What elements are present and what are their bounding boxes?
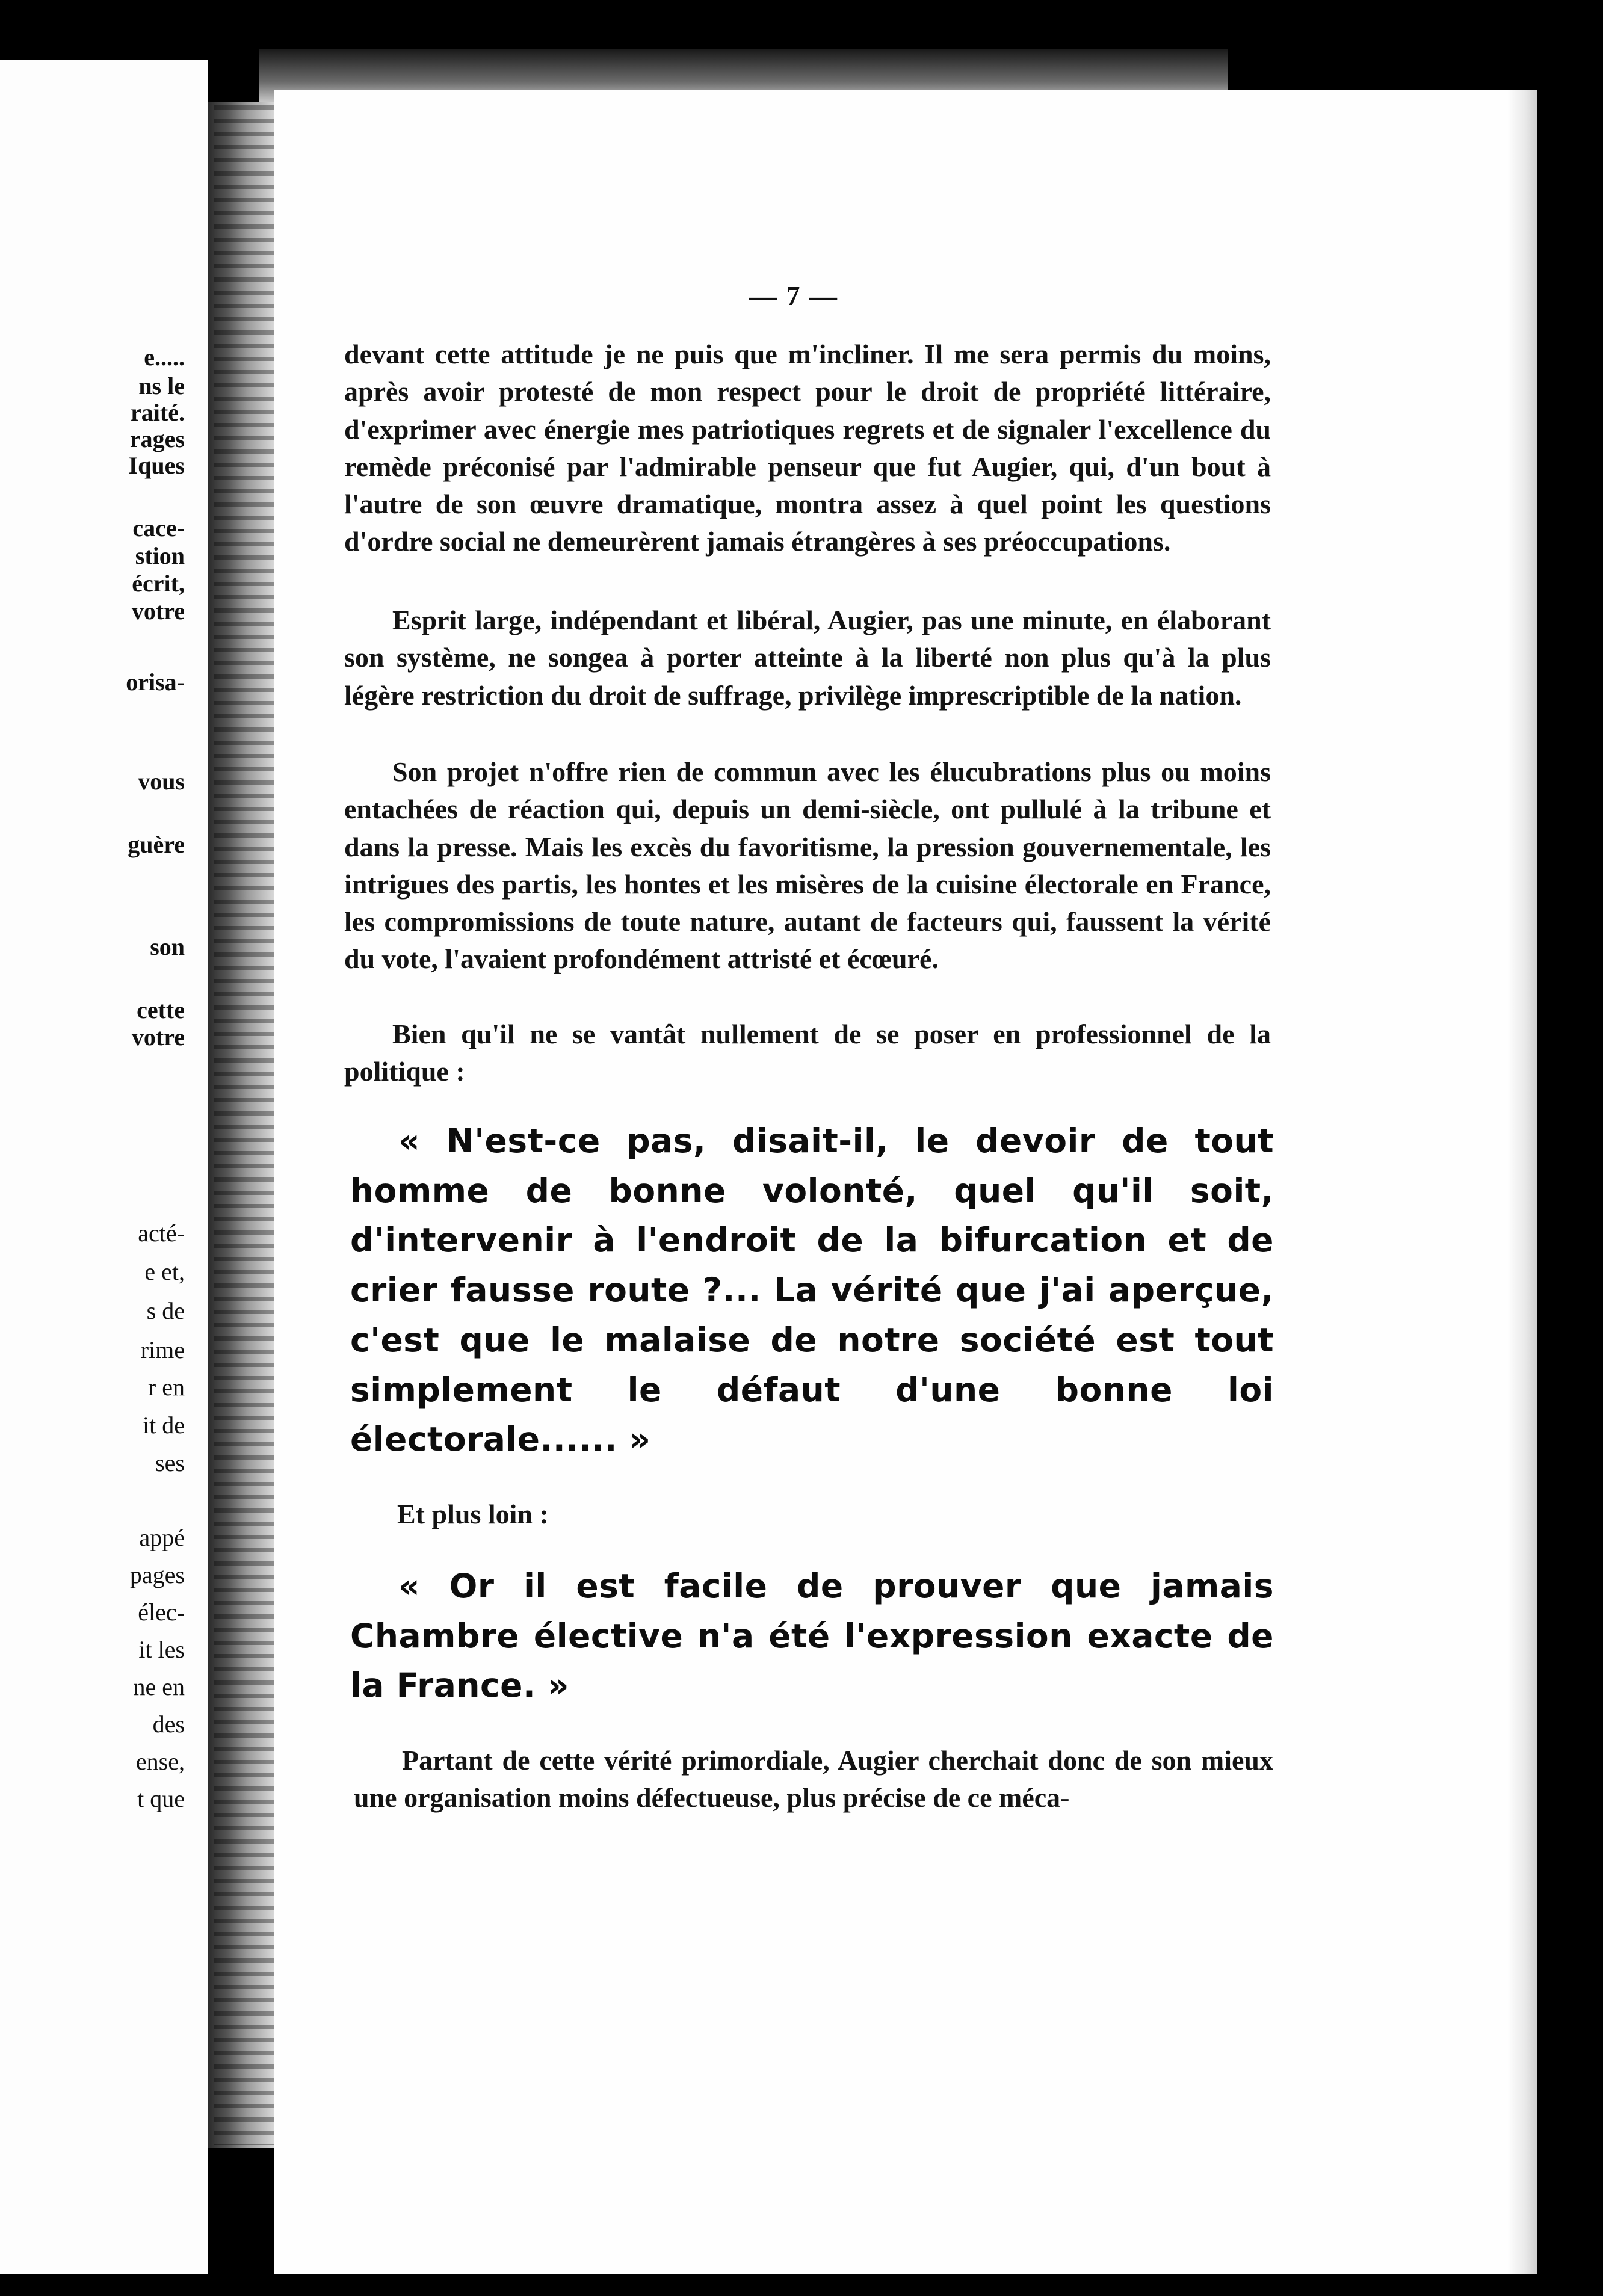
left-text-fragment: écrit, bbox=[132, 570, 185, 597]
left-text-fragment: votre bbox=[131, 597, 185, 625]
page-edge-shadow bbox=[1507, 90, 1537, 2274]
paragraph-4: Bien qu'il ne se vantât nullement de se poser en professionnel de la politique : bbox=[344, 1019, 1271, 1087]
left-text-fragment: e et, bbox=[144, 1258, 185, 1285]
paragraph-final: Partant de cette vérité primordiale, Augier cherchait donc de son mieux une organisation moins défectueuse, plus précise de ce méca- bbox=[354, 1745, 1273, 1813]
left-page-fragment bbox=[0, 60, 208, 2274]
left-text-fragment: ses bbox=[155, 1449, 185, 1477]
left-text-fragment: cace- bbox=[132, 514, 185, 542]
left-text-fragment: rime bbox=[140, 1336, 185, 1363]
left-text-fragment: orisa- bbox=[126, 668, 185, 696]
left-text-fragment: t que bbox=[137, 1785, 185, 1812]
connector-text: Et plus loin : bbox=[397, 1499, 549, 1529]
left-text-fragment: acté- bbox=[138, 1220, 185, 1247]
quote-block-2: « Or il est facile de prouver que jamais Chambre élective n'a été l'expression exacte de la France. » bbox=[350, 1567, 1274, 1705]
left-text-fragment: cette bbox=[137, 996, 185, 1023]
left-text-fragment: des bbox=[152, 1711, 185, 1738]
left-text-fragment: Iques bbox=[128, 452, 185, 479]
paragraph-1: devant cette attitude je ne puis que m'incliner. Il me sera permis du moins, après avoir protesté de mon respect pour le droit de propriété littéraire, d'exprimer avec énergie mes patriotiques regrets et de signaler l'excellence du remède préconisé par l'admirable penseur que fut Augier, qui, d'un bout à l'autre de son œuvre dramatique, montra assez à quel point les questions d'ordre social ne demeurèrent jamais étrangères à ses préoccupations. bbox=[344, 339, 1271, 557]
left-text-fragment: pages bbox=[129, 1561, 185, 1588]
left-text-fragment: r en bbox=[147, 1374, 185, 1401]
left-text-fragment: ense, bbox=[135, 1748, 185, 1775]
left-text-fragment: raité. bbox=[131, 399, 185, 426]
left-text-fragment: vous bbox=[138, 768, 185, 795]
left-text-fragment: appé bbox=[139, 1524, 185, 1551]
left-text-fragment: ns le bbox=[138, 372, 185, 400]
left-text-fragment: rages bbox=[129, 425, 185, 452]
left-text-fragment: it les bbox=[138, 1636, 185, 1663]
left-text-fragment: votre bbox=[131, 1023, 185, 1051]
left-text-fragment: guère bbox=[128, 831, 185, 858]
paragraph-2: Esprit large, indépendant et libéral, Augier, pas une minute, en élaborant son système, ne songea à porter atteinte à la liberté non plus qu'à la plus légère restriction du droit de suffrage, privilège imprescriptible de la nation. bbox=[344, 605, 1271, 711]
left-text-fragment: s de bbox=[146, 1297, 185, 1324]
left-text-fragment: élec- bbox=[138, 1599, 185, 1626]
left-text-fragment: son bbox=[150, 933, 185, 960]
page-number: — 7 — bbox=[749, 280, 838, 311]
quote-block-1: « N'est-ce pas, disait-il, le devoir de tout homme de bonne volonté, quel qu'il soit, d'intervenir à l'endroit de la bifurcation et de crier fausse route ?... La vérité que j'ai aperçue, c'est que le malaise de notre société est tout simplement le défaut d'une bonne loi électorale...... » bbox=[350, 1122, 1274, 1459]
left-text-fragment: e..... bbox=[144, 344, 185, 371]
left-text-fragment: ne en bbox=[133, 1673, 185, 1700]
gutter-texture bbox=[214, 105, 274, 2145]
left-text-fragment: stion bbox=[135, 542, 185, 569]
paragraph-3: Son projet n'offre rien de commun avec les élucubrations plus ou moins entachées de réaction qui, depuis un demi-siècle, ont pullulé à la tribune et dans la presse. Mais les excès du favoritisme, la pression gouvernementale, les intrigues des partis, les hontes et les misères de la cuisine électorale en France, les compromissions de toute nature, autant de facteurs qui, faussent la vérité du vote, l'avaient profondément attristé et écœuré. bbox=[344, 756, 1271, 975]
left-text-fragment: it de bbox=[143, 1412, 185, 1439]
